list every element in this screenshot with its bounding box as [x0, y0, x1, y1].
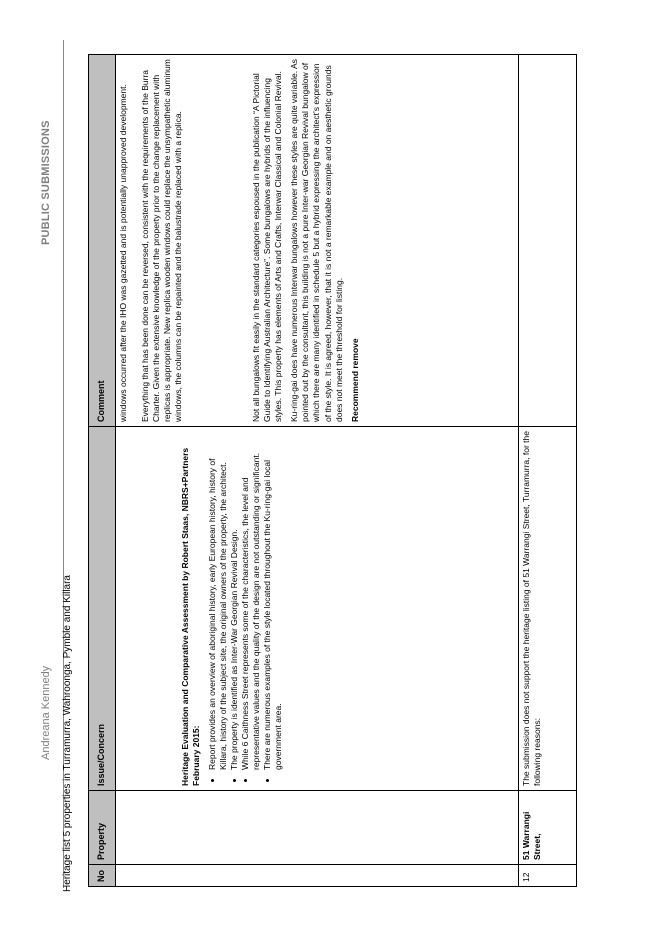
issue-bullet-list: [207, 431, 284, 786]
spacer: [189, 59, 251, 422]
cell-no: 12: [519, 865, 577, 887]
section-title: PUBLIC SUBMISSIONS: [40, 120, 52, 245]
col-header-property: Property: [89, 791, 116, 865]
col-header-issue: Issue/Concern: [89, 427, 116, 791]
cell-comment: [519, 55, 577, 427]
comment-paragraph: windows occurred after the IHO was gazetted and is potentially unapproved development.: [118, 84, 128, 422]
cell-property: [116, 791, 519, 865]
footer-text: Heritage list 5 properties in Turramurra, Wahroonga, Pymble and Killara: [62, 575, 73, 892]
issue-heading: Heritage Evaluation and Comparative Assessment by Robert Staas, NBRS+Partners February 2015:: [180, 447, 202, 786]
comment-paragraph: Ku-ring-gai does have numerous Interwar bungalows however these styles are quite variable. As pointed out by the consultant, this building is not a pure Inter-war Georgian Revival bungalow of which there are many identified in schedule 5 but a hybrid expressing the architect’s expression of the style. It is agreed, however, that it is not a remarkable example and on aesthetic grounds does not meet the threshold for listing.: [289, 59, 344, 422]
comment-paragraph: Everything that has been done can be reversed, consistent with the requirements of the Burra Charter. Given the extensive knowledge of the property prior to the change replacement with replicas is appropriate. New replica wooden windows could replace the unsympathetic aluminum windows, the columns can be repainted and the balustrade replaced with a replica.: [140, 59, 184, 422]
col-header-comment: Comment: [89, 55, 116, 427]
col-header-no: No: [89, 865, 116, 887]
cell-issue: [116, 427, 519, 791]
table-row: [519, 55, 577, 887]
comment-paragraph: Not all bungalows fit easily in the standard categories espoused in the publication “A Pictorial Guide to Identifying Australian Architecture”. Some bungalows are hybrids of the influencing styles. This property has elements of Arts and Crafts, Interwar Classical and Colonial Revival.: [251, 71, 284, 422]
cell-comment: [116, 55, 519, 427]
list-item: • Report provides an overview of aboriginal history, early European history, history of Killara, history of the subject site, the original owners of the property, the architect.: [207, 431, 229, 770]
cell-property: 51 Warrangi Street,: [519, 791, 577, 865]
recommendation: Recommend remove: [349, 338, 360, 422]
submissions-table: [88, 54, 577, 887]
list-item: • While 6 Caithness Street represents some of the characteristics, the level and representative values and the quality of the design are not outstanding or significant.: [240, 431, 262, 770]
cell-no: [116, 865, 519, 887]
spacer: [118, 431, 180, 786]
table-header-row: [89, 55, 116, 887]
cell-issue: The submission does not support the heritage listing of 51 Warrangi Street, Turramurra, for the following reasons:: [519, 427, 577, 791]
list-item: • The property is identified as Inter-War Georgian Revival Design.: [229, 431, 240, 770]
list-item: • There are numerous examples of the style located throughout the Ku-ring-gai local government area.: [262, 431, 284, 770]
table-row: [116, 55, 519, 887]
author-name: Andreana Kennedy: [40, 665, 52, 760]
rotated-table-container: [88, 55, 577, 887]
